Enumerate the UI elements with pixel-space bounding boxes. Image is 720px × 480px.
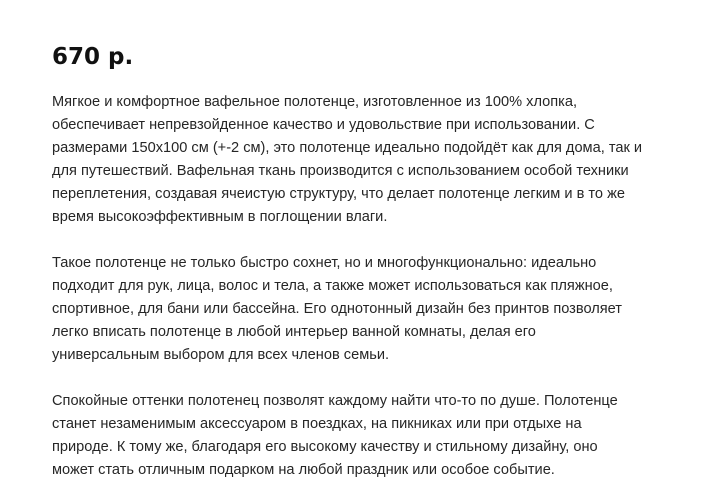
description-paragraph-2: Такое полотенце не только быстро сохнет, но и многофункционально: идеально подходит для рук, лица, волос и тела, а также может использоваться как пляжное, спортивное, для бани или бассейна. Его однотонный дизайн без принтов позволяет легко вписать полотенце в любой интерьер ванной комнаты, делая его универсальным выбором для всех членов семьи. [52, 255, 622, 363]
description-paragraph-3: Спокойные оттенки полотенец позволят каждому найти что-то по душе. Полотенце станет незаменимым аксессуаром в поездках, на пикниках или при отдыхе на природе. К тому же, благодаря его высокому качеству и стильному дизайну, оно может стать отличным подарком на любой праздник или особое событие. [52, 393, 618, 478]
description-paragraph-1: Мягкое и комфортное вафельное полотенце, изготовленное из 100% хлопка, обеспечивает непревзойденное качество и удовольствие при использовании. С размерами 150х100 см (+-2 см), это полотенце идеально подойдёт как для дома, так и для путешествий. Вафельная ткань производится с использованием особой техники переплетения, создавая ячеистую структуру, что делает полотенце легким и в то же время высокоэффективным в поглощении влаги. [52, 94, 643, 225]
product-description [52, 91, 682, 480]
product-price: 670 р. [52, 44, 134, 70]
